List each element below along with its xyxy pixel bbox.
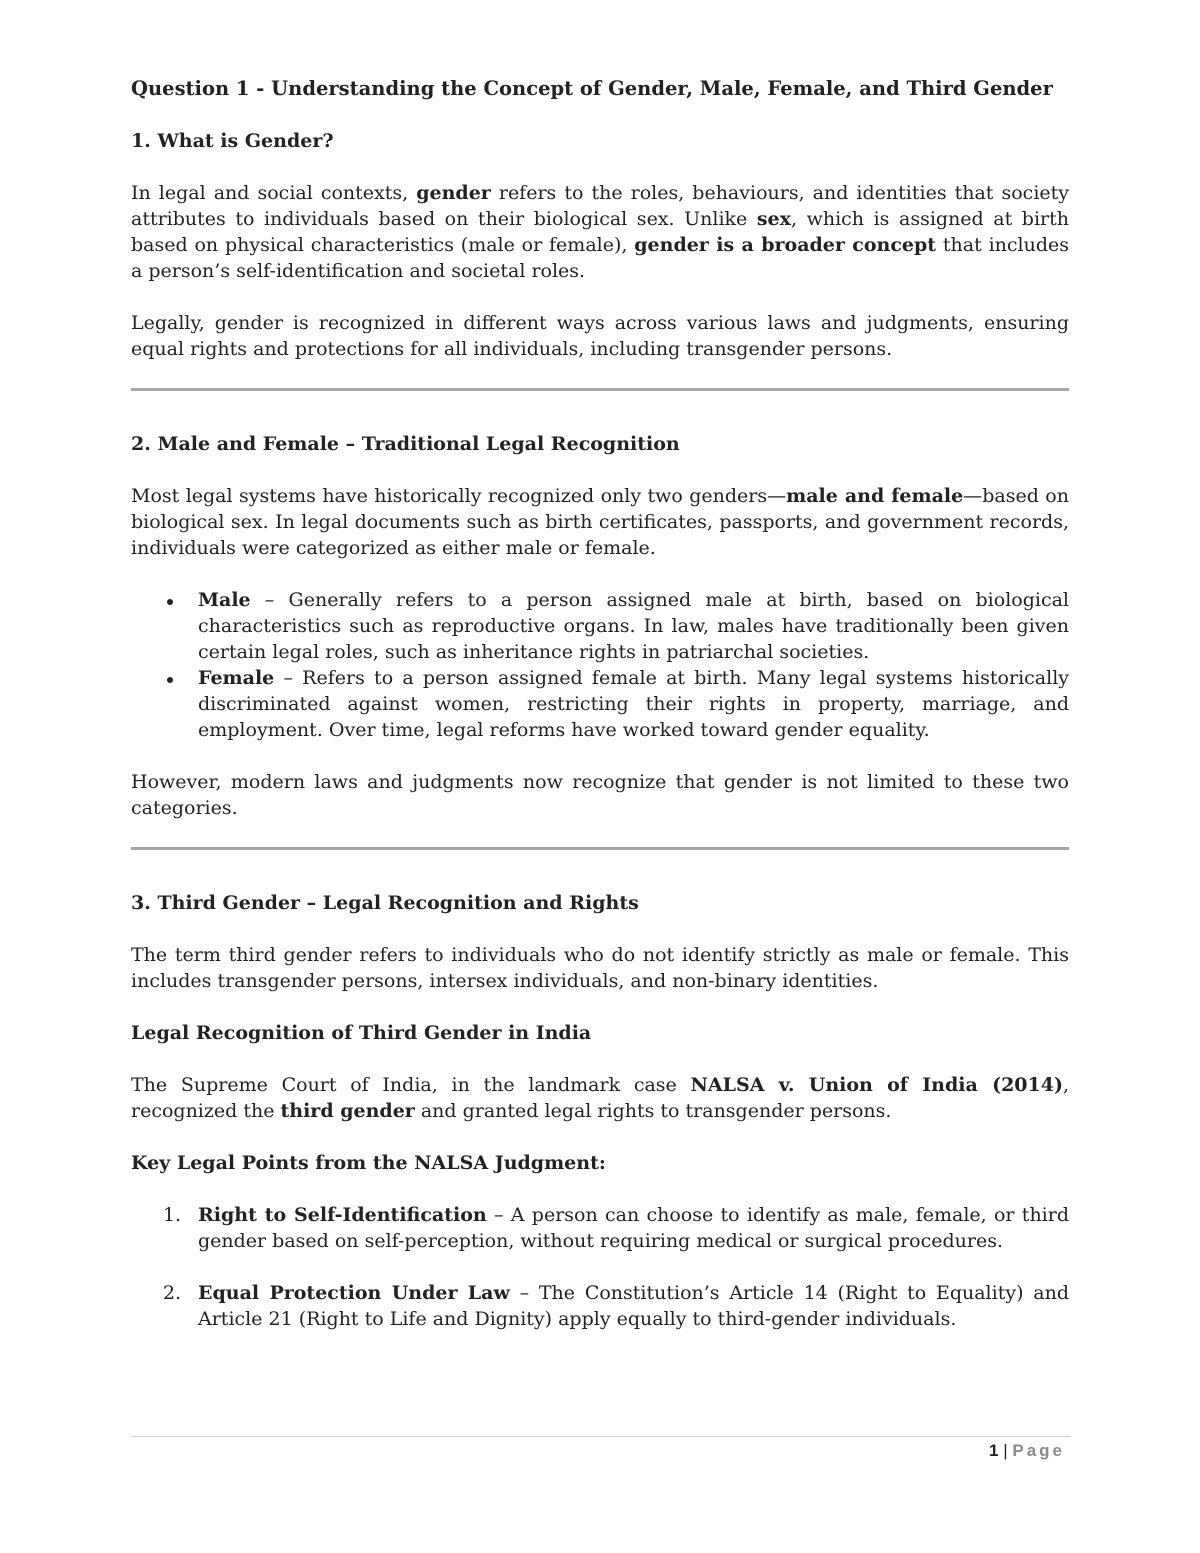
list-number: 2.: [163, 1282, 182, 1304]
section-3-paragraph-1: The term third gender refers to individuals who do not identify strictly as male or female. This includes transgender persons, intersex individuals, and non-binary identities.: [131, 944, 1069, 992]
document-title: Question 1 - Understanding the Concept of Gender, Male, Female, and Third Gender: [131, 77, 1053, 100]
subheading-key-points: Key Legal Points from the NALSA Judgment:: [131, 1152, 606, 1174]
section-1-paragraph-1: In legal and social contexts, gender refers to the roles, behaviours, and identities that society attributes to individuals based on their biological sex. Unlike sex, which is assigned at birth based on physical characteristics (male or female), gender is a broader concept that includes a person’s self-identification and societal roles.: [131, 182, 1070, 282]
section-2-heading: 2. Male and Female – Traditional Legal Recognition: [131, 433, 680, 455]
section-3-paragraph-2: The Supreme Court of India, in the landmark case NALSA v. Union of India (2014), recognized the third gender and granted legal rights to transgender persons.: [131, 1074, 1069, 1122]
footer-separator: |: [998, 1441, 1013, 1460]
page-label: Page: [1012, 1441, 1065, 1460]
section-3-heading: 3. Third Gender – Legal Recognition and Rights: [131, 892, 639, 914]
list-item: 2. Equal Protection Under Law – The Constitution’s Article 14 (Right to Equality) and Article 21 (Right to Life and Dignity) apply equally to third-gender individuals.: [163, 1282, 1069, 1330]
section-2-paragraph-2: However, modern laws and judgments now recognize that gender is not limited to these two categories.: [131, 771, 1069, 819]
list-item: Male – Generally refers to a person assigned male at birth, based on biological characteristics such as reproductive organs. In law, males have traditionally been given certain legal roles, such as inheritance rights in patriarchal societies.: [131, 587, 1069, 665]
list-item: Female – Refers to a person assigned female at birth. Many legal systems historically discriminated against women, restricting their rights in property, marriage, and employment. Over time, legal reforms have worked toward gender equality.: [131, 665, 1069, 743]
subheading-legal-recognition: Legal Recognition of Third Gender in India: [131, 1022, 592, 1044]
document-page: [131, 76, 1069, 1358]
nalsa-points-list: [131, 1202, 1069, 1332]
section-divider: [131, 388, 1069, 391]
footer-divider: [131, 1436, 1071, 1437]
section-divider: [131, 847, 1069, 850]
section-1-heading: 1. What is Gender?: [131, 130, 334, 152]
section-1-paragraph-2: Legally, gender is recognized in different ways across various laws and judgments, ensuring equal rights and protections for all individuals, including transgender persons.: [131, 312, 1069, 360]
bullet-icon: [167, 599, 173, 605]
list-number: 1.: [163, 1204, 182, 1226]
gender-bullet-list: [131, 587, 1069, 743]
bullet-icon: [167, 677, 173, 683]
section-2-paragraph-1: Most legal systems have historically recognized only two genders—male and female—based on biological sex. In legal documents such as birth certificates, passports, and government records, individuals were categorized as either male or female.: [131, 485, 1069, 559]
page-number: 1: [989, 1441, 999, 1460]
page-footer: [989, 1441, 1065, 1461]
list-item: 1. Right to Self-Identification – A person can choose to identify as male, female, or third gender based on self-perception, without requiring medical or surgical procedures.: [163, 1204, 1069, 1252]
